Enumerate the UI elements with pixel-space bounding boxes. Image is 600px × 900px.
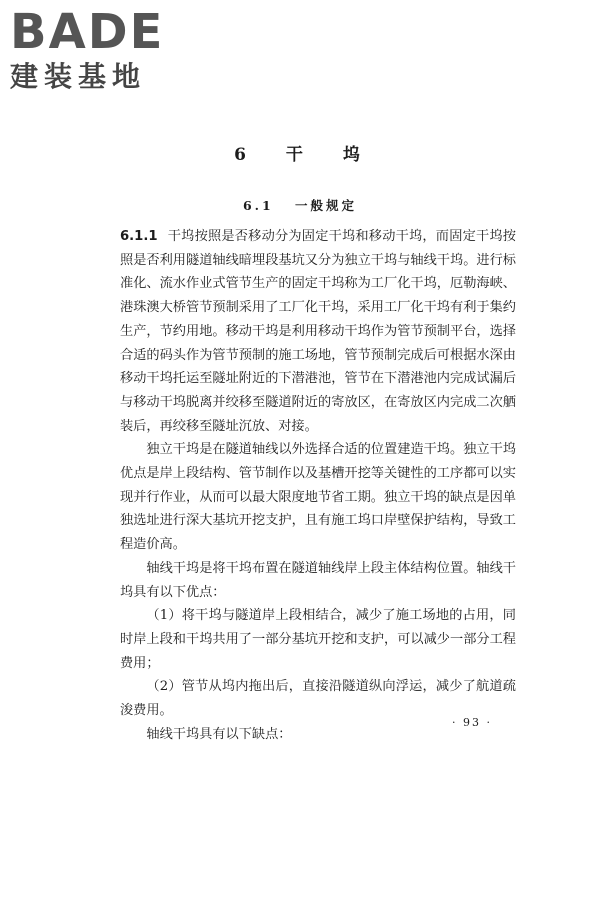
bade-logo [10,6,180,94]
logo-subtitle: 建装基地 [10,60,147,93]
section-title [0,196,600,214]
paragraph: （1）将干坞与隧道岸上段相结合，减少了施工场地的占用，同时岸上段和干坞共用了一部分基坑开挖和支护，可以减少一部分工程费用； [120,608,516,671]
logo-wordmark: BADE [10,4,165,60]
paragraph: 独立干坞是在隧道轴线以外选择合适的位置建造干坞。独立干坞优点是岸上段结构、管节制作以及基槽开挖等关键性的工序都可以实现并行作业，从而可以最大限度地节省工期。独立干坞的缺点是因单独选址进行深大基坑开挖支护，且有施工坞口岸壁保护结构，导致工程造价高。 [120,442,516,553]
clause-number: 6.1.1 [120,229,158,244]
chapter-number: 6 [234,145,252,165]
clause-body [120,225,516,746]
chapter-name: 干 坞 [285,145,366,165]
section-number: 6.1 [242,198,274,213]
page-number: · 93 · [452,716,492,729]
paragraph: 轴线干坞具有以下缺点： [146,726,292,742]
paragraph: （2）管节从坞内拖出后，直接沿隧道纵向浮运，减少了航道疏浚费用。 [120,679,516,719]
paragraph: 轴线干坞是将干坞布置在隧道轴线岸上段主体结构位置。轴线干坞具有以下优点： [120,560,516,600]
chapter-title [0,140,600,165]
paragraph: 6.1.1 干坞按照是否移动分为固定干坞和移动干坞，而固定干坞按照是否利用隧道轴线暗埋段基坑又分为独立干坞与轴线干坞。进行标准化、流水作业式管节生产的固定干坞称为工厂化干坞，厄勒海峡、港珠澳大桥管节预制采用了工厂化干坞，采用工厂化干坞有利于集约生产，节约用地。移动干坞是利用移动干坞作为管节预制平台，选择合适的码头作为管节预制的施工场地，管节预制完成后可根据水深由移动干坞托运至隧址附近的下潜港池，管节在下潜港池内完成试漏后与移动干坞脱离并绞移至隧道附近的寄放区，在寄放区内完成二次舾装后，再绞移至隧址沉放、对接。 [120,229,516,434]
section-name: 一般规定 [295,198,358,213]
